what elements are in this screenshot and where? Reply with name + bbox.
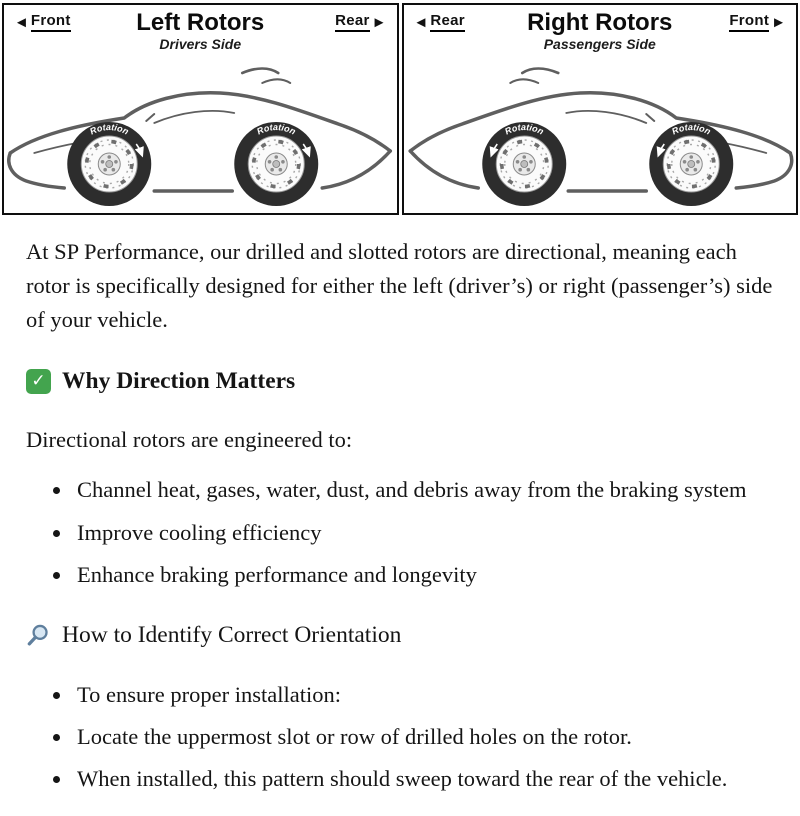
panel-subtitle: Drivers Side [159, 36, 242, 53]
direction-text: Front [729, 12, 769, 32]
rotor-direction-diagram [0, 0, 800, 215]
direction-text: Rear [430, 12, 465, 32]
arrow-right-icon: ► [771, 13, 786, 31]
list-item: • Locate the uppermost slot or row of drilled holes on the rotor. [73, 720, 774, 754]
list-item: • To ensure proper installation: [73, 678, 774, 712]
list-item: • When installed, this pattern should sweep toward the rear of the vehicle. [73, 762, 774, 796]
panel-title: Left Rotors [136, 9, 265, 36]
direction-text: Rear [335, 12, 370, 32]
arrow-right-icon: ► [371, 13, 387, 31]
magnifier-icon [26, 623, 51, 648]
identify-orientation-heading [26, 618, 774, 654]
front-direction-label [729, 12, 786, 32]
article-body [0, 215, 800, 816]
list-item: • Channel heat, gases, water, dust, and debris away from the braking system [73, 473, 774, 507]
heading-text: Why Direction Matters [62, 367, 296, 394]
rotation-label: Rotation [669, 122, 712, 137]
rotation-label: Rotation [255, 122, 298, 137]
panel-subtitle: Passengers Side [543, 36, 656, 53]
front-direction-label [14, 12, 71, 32]
rotation-label: Rotation [88, 122, 131, 137]
right-panel-header [404, 5, 797, 61]
left-car-illustration [4, 61, 397, 213]
orientation-list [73, 678, 774, 797]
rotation-label: Rotation [502, 122, 545, 137]
why-direction-matters-heading [26, 364, 774, 400]
list-item: • Enhance braking performance and longevity [73, 558, 774, 592]
arrow-left-icon: ◄ [14, 13, 29, 31]
rear-direction-label [414, 12, 465, 32]
rear-direction-label [335, 12, 386, 32]
direction-text: Front [31, 12, 71, 32]
intro-paragraph: At SP Performance, our drilled and slotted rotors are directional, meaning each rotor is specifically designed for either the left (driver’s) or right (passenger’s) side of your vehicle. [26, 239, 773, 333]
left-rotors-panel [2, 3, 399, 215]
arrow-left-icon: ◄ [413, 13, 429, 31]
right-car-illustration [404, 61, 797, 213]
right-rotors-panel [402, 3, 799, 215]
panel-title: Right Rotors [527, 9, 673, 36]
list-item: • Improve cooling efficiency [73, 516, 774, 550]
benefits-list [73, 473, 774, 592]
left-panel-header [4, 5, 397, 61]
heading-text: How to Identify Correct Orientation [62, 622, 402, 649]
section1-lead: Directional rotors are engineered to: [26, 427, 353, 453]
green-check-icon: ✓ [26, 369, 51, 394]
